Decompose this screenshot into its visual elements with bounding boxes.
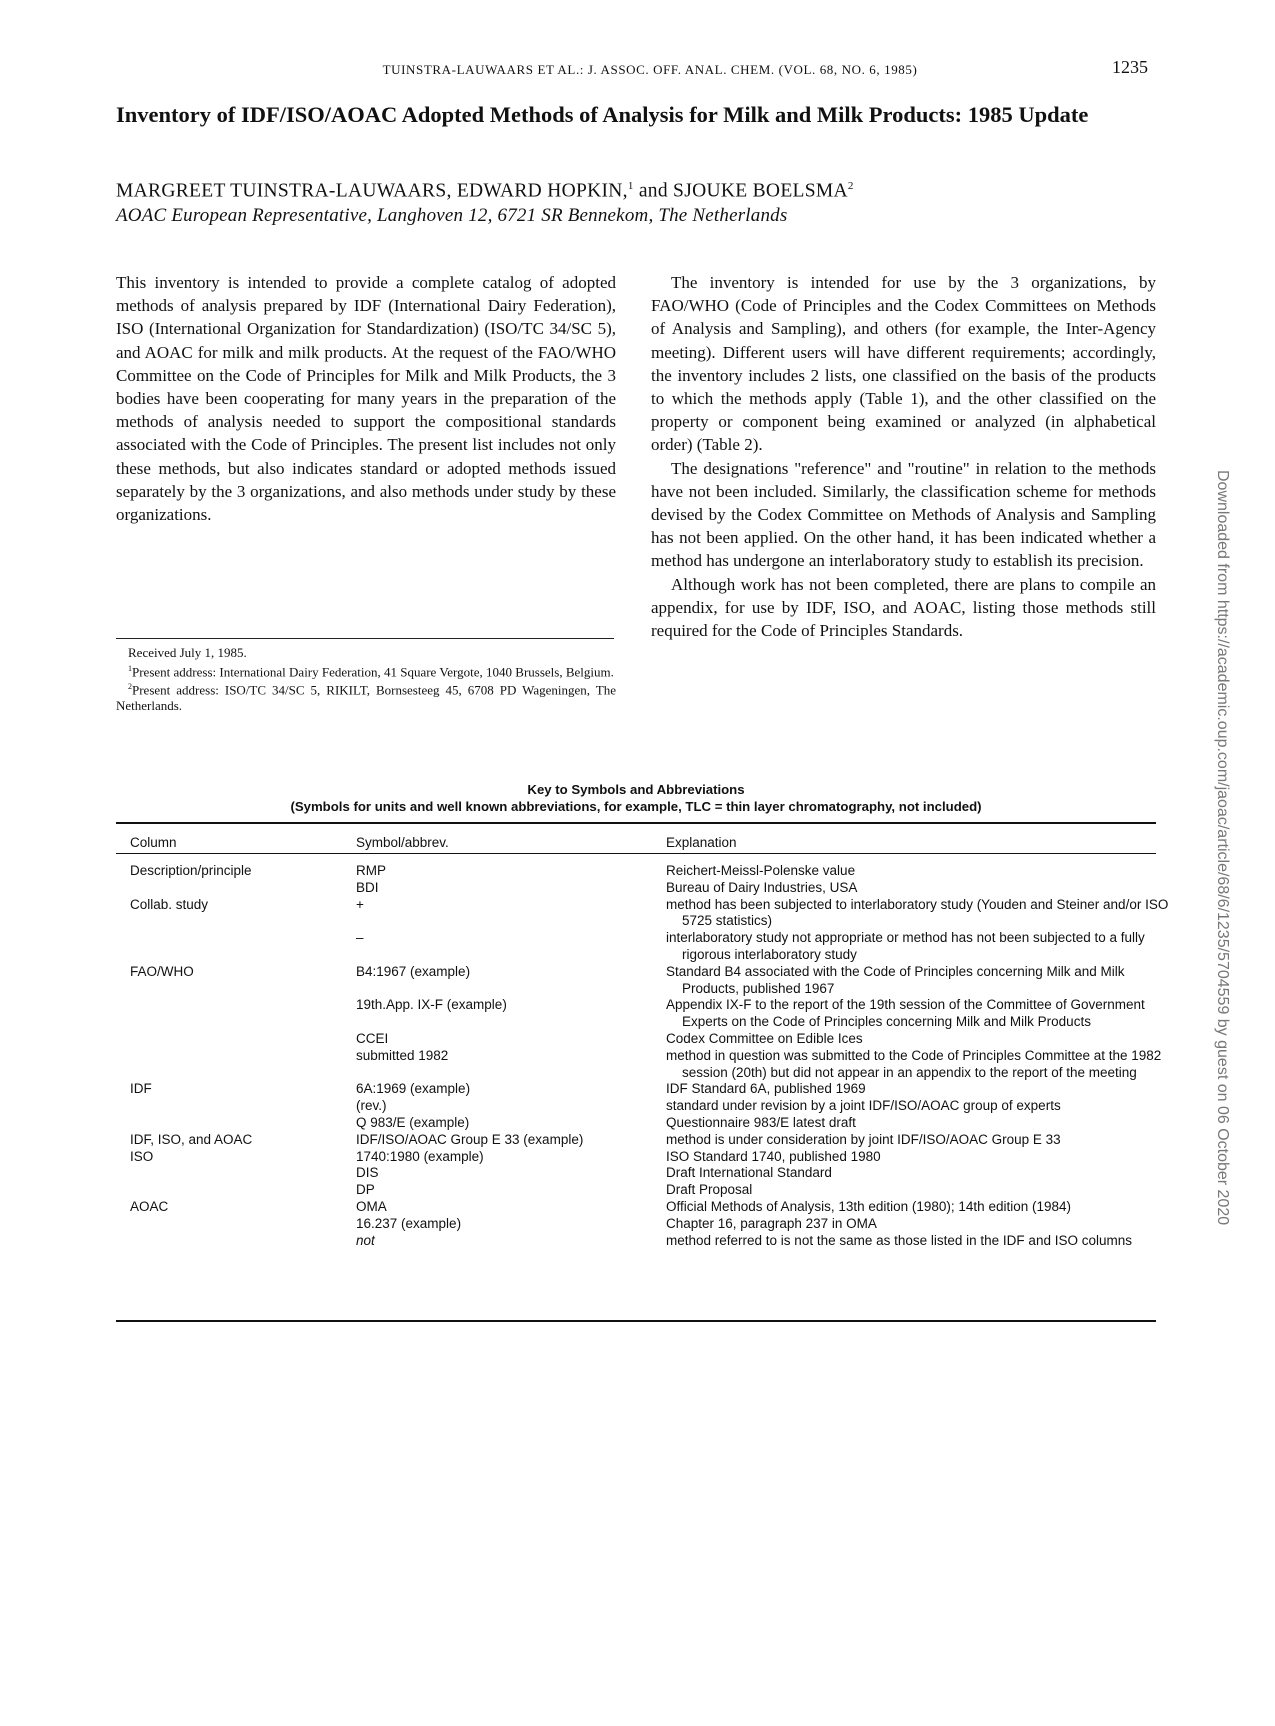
table-cell: ISO (130, 1148, 154, 1164)
footnote-divider (116, 638, 614, 639)
table-row (116, 880, 1156, 897)
table-row (116, 1047, 1162, 1082)
table-header-cell: Column (130, 835, 177, 850)
table-bottom-rule (116, 1320, 1156, 1322)
body-paragraph: The designations "reference" and "routine" in relation to the methods have not been included. Similarly, the classification scheme for methods devised by the Codex Committee on Methods of Analysis and Sampling has not been applied. On the other hand, it has been indicated whether a method has undergone an interlaboratory study to establish its precision. (651, 458, 1156, 571)
table-cell: RMP (356, 863, 386, 878)
table-header-rule (116, 853, 1156, 854)
footnote-1-marker: 1 (128, 663, 132, 673)
footnotes (116, 645, 616, 714)
table-row (116, 1216, 1156, 1233)
table-cell: IDF/ISO/AOAC Group E 33 (example) (356, 1131, 584, 1147)
table-cell: Description/principle (130, 863, 252, 878)
table-caption-subtitle: (Symbols for units and well known abbreviations, for example, TLC = thin layer chromatography, not included) (290, 798, 982, 814)
table-cell: BDI (356, 879, 379, 895)
body-column (651, 271, 1156, 642)
table-cell: method has been subjected to interlaboratory study (Youden and Steiner and/or ISO 5725 statistics) (666, 896, 1169, 929)
table-cell: FAO/WHO (130, 963, 194, 979)
running-head: TUINSTRA-LAUWAARS ET AL.: J. ASSOC. OFF. ANAL. CHEM. (VOL. 68, NO. 6, 1985) (382, 62, 918, 77)
table-row (116, 997, 1156, 1031)
table-cell: 6A:1969 (example) (356, 1081, 471, 1097)
table-row (116, 964, 1156, 998)
table-header-cell: Explanation (666, 835, 737, 850)
table-cell (116, 880, 336, 897)
table-cell: standard under revision by a joint IDF/ISO/AOAC group of experts (666, 1098, 1061, 1114)
table-row (116, 863, 1156, 880)
table-row (116, 1081, 1156, 1098)
table-cell: IDF (130, 1081, 152, 1097)
table-cell: – (356, 930, 364, 946)
table-cell: Questionnaire 983/E latest draft (666, 1114, 856, 1130)
table-cell: DIS (356, 1165, 379, 1181)
table-cell: CCEI (356, 1030, 389, 1046)
table-cell: Draft International Standard (666, 1165, 832, 1181)
key-table-body (116, 863, 1169, 1249)
table-cell: (rev.) (356, 1098, 387, 1114)
footnote-2-text: Present address: ISO/TC 34/SC 5, RIKILT, Bornsesteeg 45, 6708 PD Wageningen, The Netherlands. (116, 682, 616, 714)
table-cell: B4:1967 (example) (356, 963, 471, 979)
table-cell: Official Methods of Analysis, 13th edition (1980); 14th edition (1984) (666, 1198, 1071, 1214)
table-cell: AOAC (130, 1198, 169, 1214)
footnote-2 (116, 679, 616, 713)
table-cell: method in question was submitted to the Code of Principles Committee at the 1982 session (20th) but did not appear in an appendix to the report of the meeting (666, 1047, 1162, 1080)
table-cell: Standard B4 associated with the Code of Principles concerning Milk and Milk Products, published 1967 (666, 963, 1125, 996)
table-cell: 19th.App. IX-F (example) (356, 997, 507, 1013)
table-caption (116, 782, 1156, 815)
footnote-1-text: Present address: International Dairy Federation, 41 Square Vergote, 1040 Brussels, Belgium. (132, 663, 614, 679)
page-number: 1235 (1112, 57, 1148, 77)
table-cell: 1740:1980 (example) (356, 1148, 484, 1164)
body-paragraph: The inventory is intended for use by the 3 organizations, by FAO/WHO (Code of Principles and the Codex Committees on Methods of Analysis and Sampling), and others (for example, the Inter-Agency meeting). Different users will have different requirements; accordingly, the inventory includes 2 lists, one classified on the basis of the products to which the methods apply (Table 1), and the other classified on the property or component being examined or analyzed (in alphabetical order) (Table 2). (651, 273, 1156, 455)
table-cell: method referred to is not the same as those listed in the IDF and ISO columns (666, 1232, 1132, 1248)
table-row (116, 1132, 1156, 1149)
author-names-part2: and SJOUKE BOELSMA (633, 180, 848, 202)
table-cell: Bureau of Dairy Industries, USA (666, 879, 858, 895)
table-cell: not (356, 1232, 375, 1248)
table-row (116, 1031, 1156, 1048)
table-cell: Codex Committee on Edible Ices (666, 1030, 863, 1046)
table-cell: Reichert-Meissl-Polenske value (666, 863, 856, 878)
table-cell: Draft Proposal (666, 1182, 753, 1198)
author-sup-2: 2 (847, 180, 854, 192)
table-row (116, 1233, 1156, 1250)
table-cell: IDF, ISO, and AOAC (130, 1131, 253, 1147)
author-sup-1: 1 (627, 180, 634, 192)
table-cell: Q 983/E (example) (356, 1114, 470, 1130)
table-cell (116, 997, 336, 1031)
table-row (116, 1149, 1156, 1166)
table-cell: ISO Standard 1740, published 1980 (666, 1148, 881, 1164)
footnote-received: Received July 1, 1985. (128, 645, 247, 660)
table-cell (116, 1048, 336, 1082)
table-top-rule (116, 822, 1156, 824)
table-cell: OMA (356, 1198, 387, 1214)
table-row (116, 1165, 1156, 1182)
table-cell: submitted 1982 (356, 1047, 449, 1063)
author-affiliation: AOAC European Representative, Langhoven 12, 6721 SR Bennekom, The Netherlands (116, 205, 788, 226)
body-paragraph: Although work has not been completed, there are plans to compile an appendix, for use by IDF, ISO, and AOAC, listing those methods still required for the Code of Principles Standards. (651, 574, 1156, 641)
author-list (116, 180, 1176, 203)
table-cell: IDF Standard 6A, published 1969 (666, 1081, 866, 1097)
article-title: Inventory of IDF/ISO/AOAC Adopted Methods of Analysis for Milk and Milk Products: 1985 Update (116, 102, 1089, 127)
table-cell: + (356, 896, 364, 912)
table-cell (116, 1115, 336, 1132)
author-names-part1: MARGREET TUINSTRA-LAUWAARS, EDWARD HOPKIN, (116, 180, 628, 202)
footnote-1 (116, 661, 616, 680)
table-cell: method is under consideration by joint IDF/ISO/AOAC Group E 33 (666, 1131, 1061, 1147)
table-caption-title: Key to Symbols and Abbreviations (527, 782, 745, 797)
table-row (116, 1182, 1156, 1199)
table-cell: 16.237 (example) (356, 1215, 462, 1231)
table-header-cell: Symbol/abbrev. (356, 835, 449, 850)
table-cell (116, 1233, 336, 1250)
table-cell (116, 1098, 336, 1115)
footnote-2-marker: 2 (128, 682, 132, 692)
abstract-text: This inventory is intended to provide a complete catalog of adopted methods of analysis prepared by IDF (International Dairy Federation), ISO (International Organization for Standardization) (ISO/TC 34/SC 5), and AOAC for milk and milk products. At the request of the FAO/WHO Committee on the Code of Principles for Milk and Milk Products, the 3 bodies have been cooperating for many years in the preparation of the methods of analysis needed to support the compositional standards associated with the Code of Principles. The present list includes not only these methods, but also indicates standard or adopted methods issued separately by the 3 organizations, and also methods under study by these organizations. (116, 273, 616, 525)
table-cell (116, 930, 336, 964)
table-cell (116, 1031, 336, 1048)
table-cell: DP (356, 1182, 375, 1198)
table-cell: Chapter 16, paragraph 237 in OMA (666, 1215, 877, 1231)
table-cell (116, 1182, 336, 1199)
table-row (116, 1115, 1156, 1132)
table-cell (116, 1165, 336, 1182)
table-row (116, 930, 1156, 964)
table-cell: Collab. study (130, 896, 209, 912)
table-cell: interlaboratory study not appropriate or method has not been subjected to a fully rigorous interlaboratory study (666, 930, 1145, 962)
table-row (116, 1199, 1156, 1216)
table-cell (116, 1216, 336, 1233)
download-stamp: Downloaded from https://academic.oup.com/jaoac/article/68/6/1235/5704559 by guest on 06 October 2020 (1214, 470, 1231, 1226)
table-cell: Appendix IX-F to the report of the 19th session of the Committee of Government Experts on the Code of Principles concerning Milk and Milk Products (666, 997, 1145, 1030)
table-row (116, 896, 1169, 931)
abstract-column (116, 271, 616, 526)
table-row (116, 1098, 1156, 1115)
table-header-row (116, 835, 1156, 850)
